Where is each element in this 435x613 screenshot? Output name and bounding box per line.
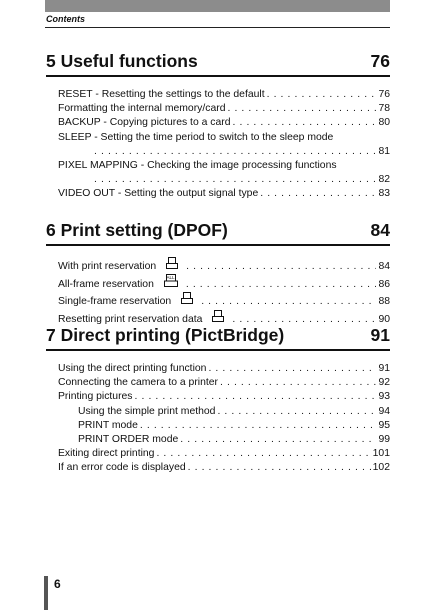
entry-title: PIXEL MAPPING - Checking the image processing functions — [58, 160, 337, 172]
entry-page: 101 — [372, 448, 390, 460]
toc-entry[interactable] — [58, 447, 390, 461]
section-direct-printing — [46, 325, 390, 476]
section-page: 76 — [370, 51, 390, 71]
leader-dots — [267, 88, 377, 102]
leader-dots — [94, 173, 376, 187]
print-icon — [166, 257, 178, 274]
entry-page: 92 — [378, 377, 390, 389]
entry-page: 82 — [378, 174, 390, 186]
toc-entry[interactable] — [58, 116, 390, 130]
section-print-setting — [46, 220, 390, 327]
toc-entry[interactable] — [58, 187, 390, 201]
entry-title: PRINT mode — [78, 419, 138, 431]
page-tab — [44, 576, 48, 610]
section-rule — [46, 244, 390, 246]
leader-dots — [186, 278, 377, 292]
section-page: 84 — [370, 220, 390, 240]
toc-entry[interactable] — [58, 88, 390, 102]
section-title: 7 Direct printing (PictBridge) — [46, 325, 285, 345]
toc-entry-continuation[interactable] — [58, 173, 390, 187]
entry-title: Using the direct printing function — [58, 363, 207, 374]
leader-dots — [217, 405, 376, 419]
header-rule — [45, 27, 390, 28]
toc-entry[interactable] — [58, 159, 390, 173]
entry-title: All-frame reservation — [58, 279, 154, 291]
leader-dots — [260, 187, 376, 201]
print-all-icon — [164, 274, 178, 292]
entry-title: SLEEP - Setting the time period to switch to the sleep mode — [58, 131, 334, 143]
toc-entry[interactable] — [58, 362, 390, 376]
section-heading[interactable] — [46, 220, 390, 240]
entry-page: 95 — [378, 419, 390, 431]
entry-title: Connecting the camera to a printer — [58, 377, 218, 389]
entry-page: 90 — [378, 313, 390, 325]
section-rule — [46, 349, 390, 351]
entry-title: PRINT ORDER mode — [78, 434, 179, 446]
entry-page: 88 — [378, 296, 390, 308]
section-heading[interactable] — [46, 325, 390, 345]
page-number: 6 — [54, 577, 61, 591]
print-icon — [181, 292, 193, 309]
leader-dots — [186, 260, 376, 274]
section-title: 5 Useful functions — [46, 51, 198, 71]
entry-page: 102 — [372, 462, 390, 474]
entry-title: If an error code is displayed — [58, 462, 186, 474]
leader-dots — [188, 461, 371, 475]
entry-title: Exiting direct printing — [58, 448, 155, 460]
toc-entry[interactable] — [58, 376, 390, 390]
header-bar — [45, 0, 390, 12]
toc-entry[interactable] — [58, 102, 390, 116]
toc-entry[interactable] — [58, 274, 390, 292]
svg-text:ALL: ALL — [166, 275, 175, 281]
leader-dots — [140, 419, 377, 433]
entry-page: 81 — [378, 145, 390, 157]
entry-page: 84 — [378, 261, 390, 272]
entry-title: Single-frame reservation — [58, 296, 172, 308]
toc-entry[interactable] — [58, 131, 390, 145]
entry-page: 78 — [378, 103, 390, 115]
entry-title: Resetting print reservation data — [58, 313, 203, 325]
toc-entry[interactable] — [58, 257, 390, 274]
leader-dots — [156, 447, 370, 461]
section-title: 6 Print setting (DPOF) — [46, 220, 228, 240]
leader-dots — [180, 433, 376, 447]
toc-subentry[interactable] — [58, 433, 390, 447]
leader-dots — [233, 116, 377, 130]
entry-page: 86 — [378, 279, 390, 291]
leader-dots — [227, 102, 376, 116]
entry-title: With print reservation — [58, 261, 157, 272]
toc-entry[interactable] — [58, 390, 390, 404]
leader-dots — [220, 376, 376, 390]
toc-entry[interactable] — [58, 292, 390, 309]
header-label: Contents — [46, 14, 85, 24]
toc-entry-continuation[interactable] — [58, 145, 390, 159]
section-page: 91 — [370, 325, 390, 345]
leader-dots — [201, 295, 376, 309]
entry-title: VIDEO OUT - Setting the output signal type — [58, 188, 259, 200]
entry-title: RESET - Resetting the settings to the default — [58, 89, 265, 100]
entry-page: 91 — [378, 363, 390, 374]
toc-subentry[interactable] — [58, 419, 390, 433]
entry-page: 83 — [378, 188, 390, 200]
entry-page: 80 — [378, 117, 390, 129]
toc-subentry[interactable] — [58, 405, 390, 419]
entry-page: 93 — [378, 391, 390, 403]
entry-page: 76 — [378, 89, 390, 100]
leader-dots — [94, 145, 376, 159]
leader-dots — [135, 390, 377, 404]
entry-title: BACKUP - Copying pictures to a card — [58, 117, 231, 129]
entry-title: Using the simple print method — [78, 405, 216, 417]
entry-title: Formatting the internal memory/card — [58, 103, 226, 115]
leader-dots — [208, 362, 376, 376]
entry-page: 94 — [378, 405, 390, 417]
entry-page: 99 — [378, 434, 390, 446]
toc-entry[interactable] — [58, 461, 390, 475]
section-heading[interactable] — [46, 51, 390, 71]
section-useful-functions — [46, 51, 390, 202]
entry-title: Printing pictures — [58, 391, 133, 403]
section-rule — [46, 75, 390, 77]
